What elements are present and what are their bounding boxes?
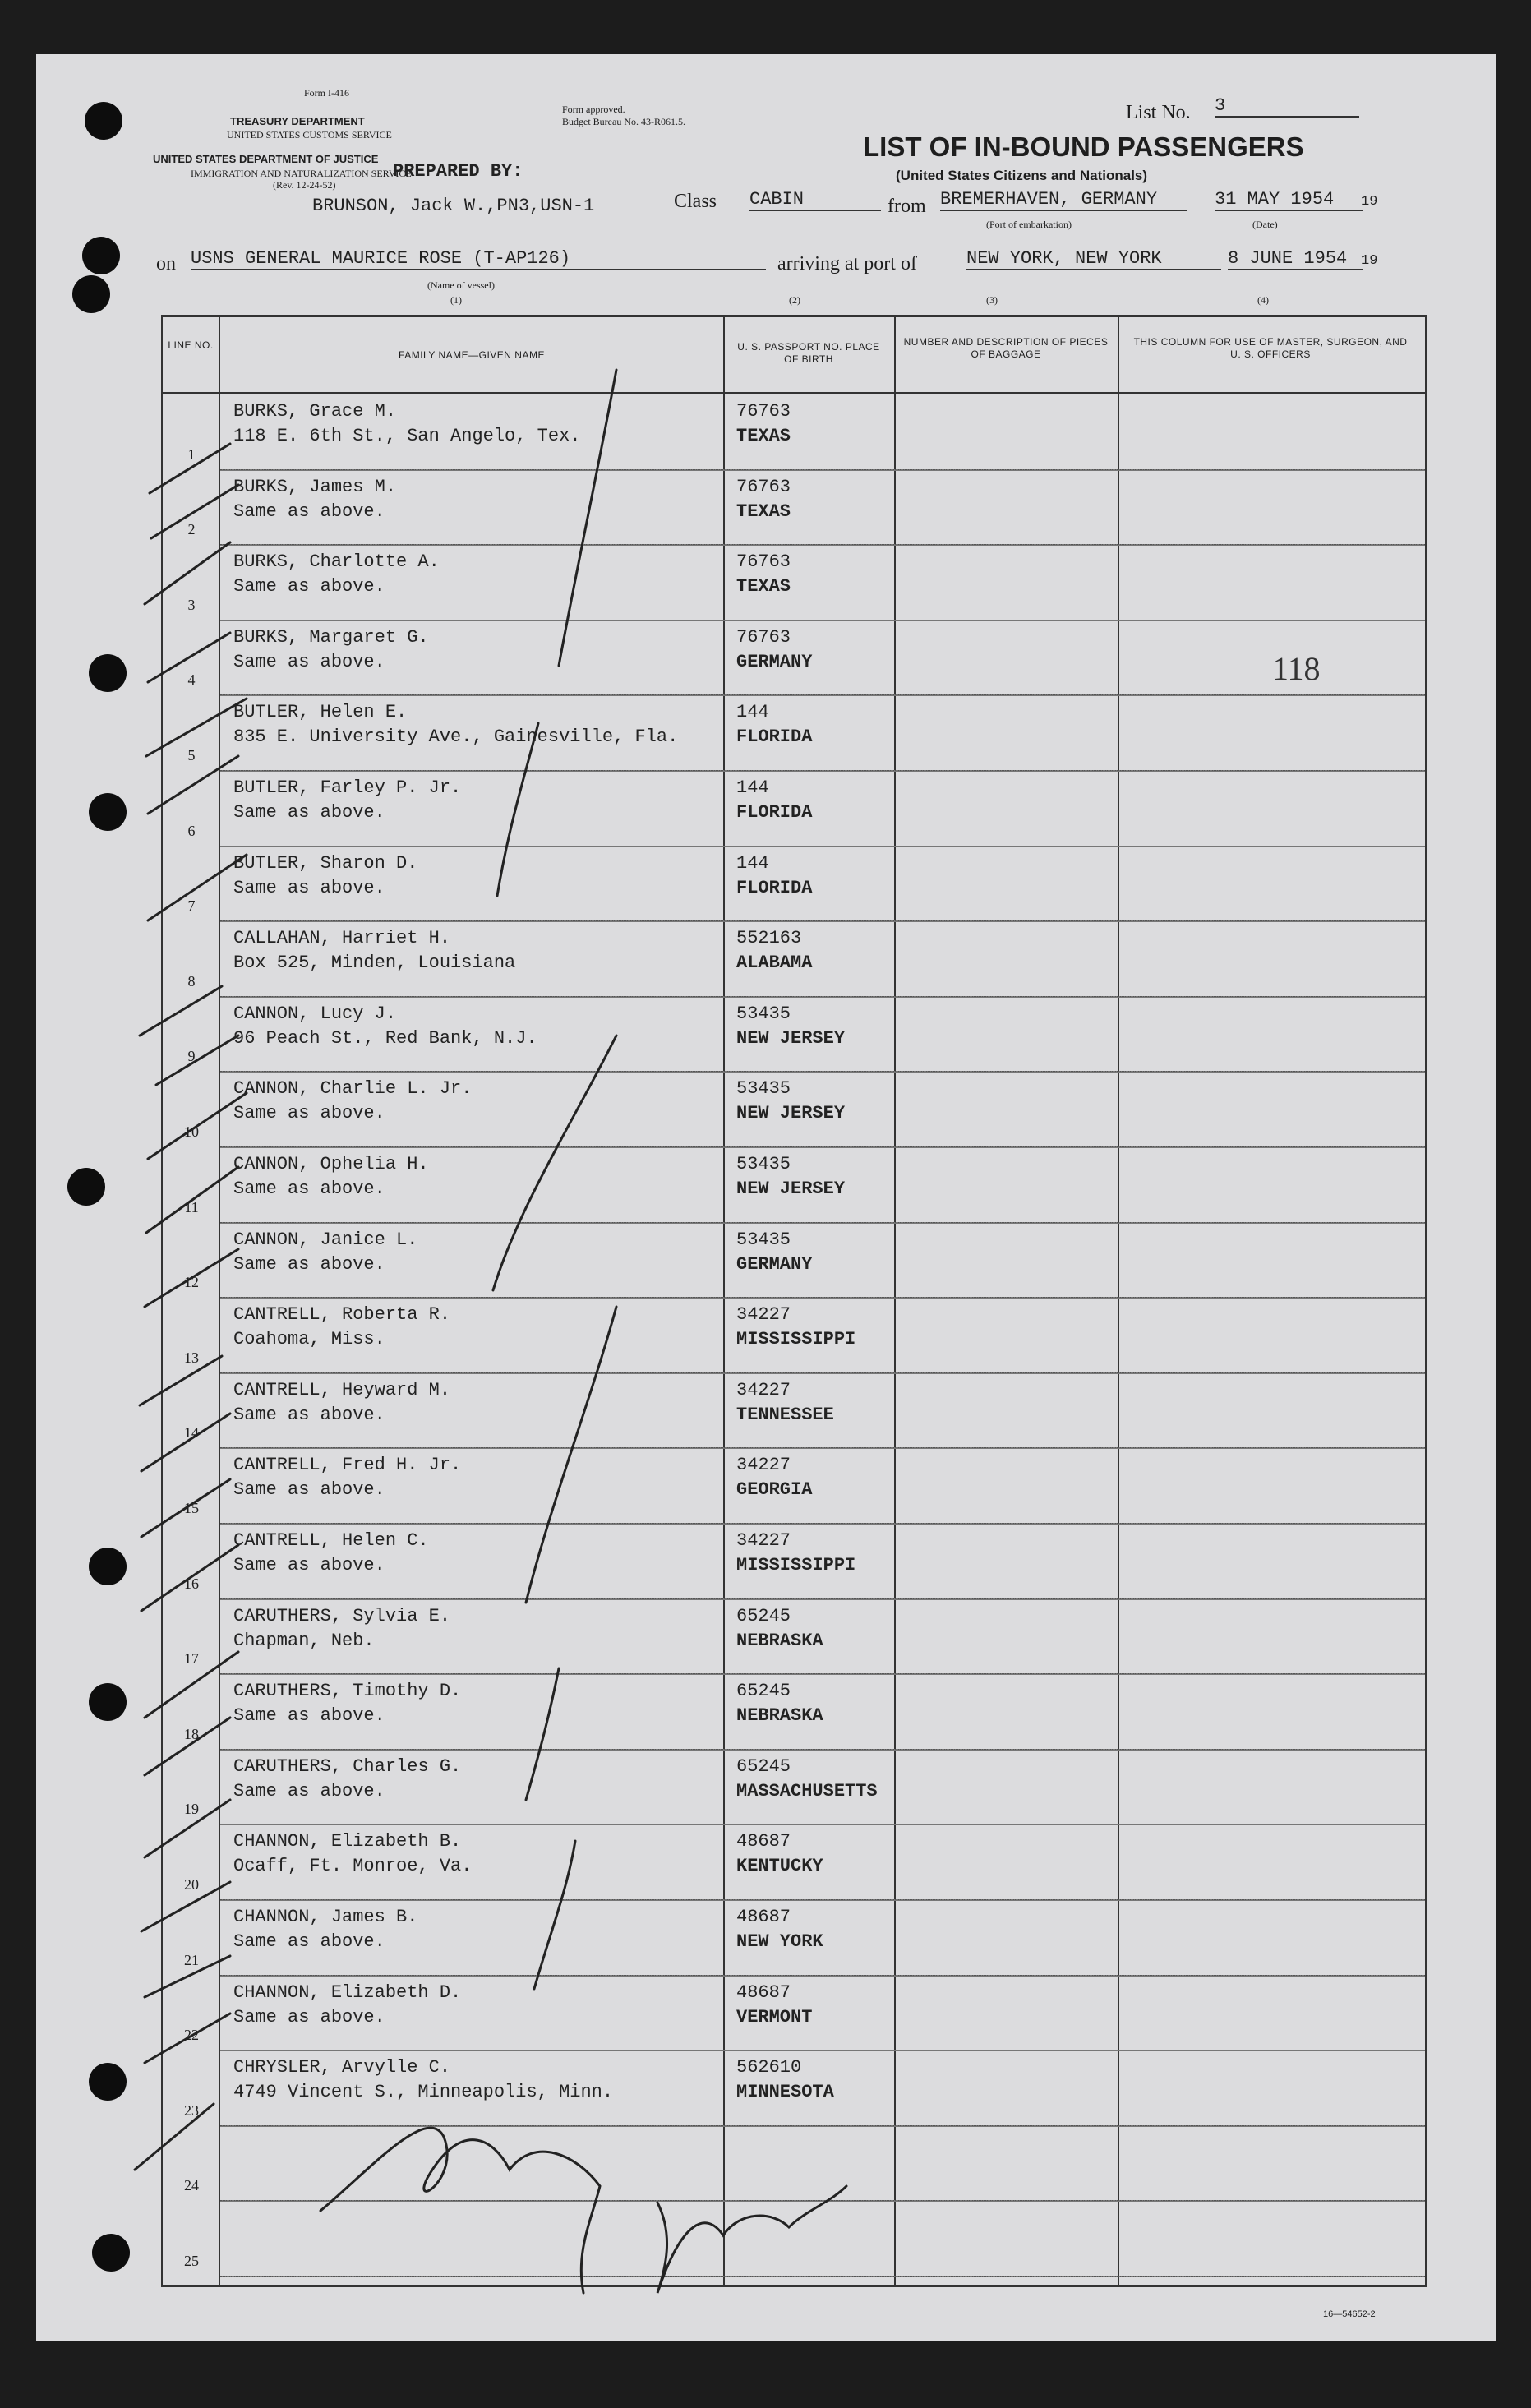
- list-no-label: List No.: [1126, 102, 1191, 123]
- place-of-birth: MISSISSIPPI: [736, 1329, 856, 1350]
- place-of-birth: GERMANY: [736, 1253, 813, 1275]
- place-of-birth: NEW JERSEY: [736, 1103, 846, 1124]
- passenger-address: Same as above.: [233, 877, 385, 898]
- passenger-name: CHANNON, Elizabeth D.: [233, 1981, 462, 2003]
- passenger-address: Box 525, Minden, Louisiana: [233, 953, 516, 974]
- port-embarkation-caption: (Port of embarkation): [986, 219, 1072, 230]
- officer-count: 118: [1272, 650, 1321, 687]
- passenger-name: BUTLER, Helen E.: [233, 702, 408, 723]
- passenger-name: CANTRELL, Roberta R.: [233, 1304, 451, 1326]
- place-of-birth: TEXAS: [736, 576, 791, 597]
- header-officers: THIS COLUMN FOR USE OF MASTER, SURGEON, AND U. S. OFFICERS: [1133, 336, 1408, 360]
- place-of-birth: NEW JERSEY: [736, 1027, 846, 1049]
- header-baggage: NUMBER AND DESCRIPTION OF PIECES OF BAGGAGE: [903, 336, 1109, 360]
- passport-number: 48687: [736, 1831, 791, 1852]
- passenger-address: Same as above.: [233, 1404, 385, 1425]
- passenger-name: CANTRELL, Helen C.: [233, 1530, 429, 1551]
- line-number: 20: [184, 1875, 199, 1893]
- line-number: 8: [187, 972, 196, 989]
- passport-number: 144: [736, 777, 769, 798]
- passenger-address: Same as above.: [233, 1931, 385, 1952]
- header-passport: U. S. PASSPORT NO. PLACE OF BIRTH: [737, 341, 880, 365]
- embark-date: 31 MAY 1954: [1215, 189, 1363, 211]
- line-number: 23: [184, 2101, 199, 2119]
- passport-number: 34227: [736, 1530, 791, 1551]
- passport-number: 48687: [736, 1981, 791, 2003]
- ins-service: IMMIGRATION AND NATURALIZATION SERVICE: [191, 168, 412, 179]
- treasury-dept: TREASURY DEPARTMENT: [230, 115, 365, 127]
- place-of-birth: MISSISSIPPI: [736, 1555, 856, 1575]
- passport-number: 34227: [736, 1304, 791, 1326]
- passenger-name: CHANNON, Elizabeth B.: [233, 1831, 462, 1852]
- line-number: 11: [184, 1198, 199, 1216]
- line-number: 7: [187, 897, 196, 915]
- line-number: 18: [184, 1725, 199, 1742]
- passenger-address: Same as above.: [233, 1705, 385, 1727]
- header-line-no: LINE NO.: [168, 339, 214, 351]
- budget-bureau: Budget Bureau No. 43-R061.5.: [562, 116, 685, 127]
- passport-number: 144: [736, 702, 769, 723]
- col1-index: (1): [450, 294, 462, 306]
- passenger-address: Same as above.: [233, 802, 385, 823]
- passenger-address: Same as above.: [233, 1555, 385, 1575]
- place-of-birth: KENTUCKY: [736, 1856, 823, 1877]
- passport-number: 34227: [736, 1379, 791, 1400]
- passport-number: 53435: [736, 1229, 791, 1250]
- passport-number: 65245: [736, 1605, 791, 1626]
- passenger-address: 118 E. 6th St., San Angelo, Tex.: [233, 426, 581, 446]
- passenger-address: Same as above.: [233, 501, 385, 522]
- passport-number: 76763: [736, 476, 791, 497]
- passenger-name: CANTRELL, Heyward M.: [233, 1379, 451, 1400]
- vessel-caption: (Name of vessel): [427, 279, 495, 291]
- line-number: 9: [187, 1048, 196, 1065]
- line-number: 25: [184, 2252, 199, 2269]
- place-of-birth: NEBRASKA: [736, 1705, 823, 1727]
- page-title: LIST OF IN-BOUND PASSENGERS: [863, 131, 1304, 162]
- col2-index: (2): [789, 294, 800, 306]
- place-of-birth: TENNESSEE: [736, 1404, 834, 1425]
- passport-number: 65245: [736, 1681, 791, 1702]
- passenger-name: BURKS, Grace M.: [233, 401, 397, 422]
- passport-number: 144: [736, 852, 769, 874]
- line-number: 24: [184, 2177, 199, 2194]
- place-of-birth: MASSACHUSETTS: [736, 1780, 878, 1801]
- passport-number: 34227: [736, 1455, 791, 1476]
- arrival-port: NEW YORK, NEW YORK: [966, 248, 1221, 270]
- line-number: 16: [184, 1575, 199, 1592]
- date-caption: (Date): [1252, 219, 1278, 230]
- arrival-date: 8 JUNE 1954: [1228, 248, 1363, 270]
- line-number: 4: [187, 671, 196, 689]
- line-number: 10: [184, 1123, 199, 1140]
- place-of-birth: TEXAS: [736, 501, 791, 522]
- passenger-name: CARUTHERS, Charles G.: [233, 1755, 462, 1777]
- passenger-address: 835 E. University Ave., Gainesville, Fla.: [233, 727, 679, 748]
- passenger-name: CANNON, Lucy J.: [233, 1003, 397, 1024]
- passenger-address: Same as above.: [233, 1179, 385, 1199]
- place-of-birth: MINNESOTA: [736, 2082, 834, 2103]
- passport-number: 48687: [736, 1907, 791, 1927]
- passport-number: 53435: [736, 1154, 791, 1174]
- line-number: 2: [187, 521, 196, 538]
- prepared-by: BRUNSON, Jack W.,PN3,USN-1: [312, 196, 595, 216]
- passenger-address: Same as above.: [233, 1103, 385, 1124]
- col3-index: (3): [986, 294, 998, 306]
- line-number: 3: [187, 596, 196, 613]
- arrival-date-suffix: 19: [1361, 253, 1378, 269]
- passport-number: 65245: [736, 1755, 791, 1777]
- line-number: 1: [187, 445, 196, 463]
- place-of-birth: FLORIDA: [736, 877, 813, 898]
- prepared-by-label: PREPARED BY:: [393, 161, 523, 182]
- passenger-name: CANTRELL, Fred H. Jr.: [233, 1455, 462, 1476]
- form-number: Form I-416: [304, 87, 349, 99]
- passenger-name: BURKS, Margaret G.: [233, 626, 429, 648]
- passenger-name: CARUTHERS, Timothy D.: [233, 1681, 462, 1702]
- on-label: on: [156, 253, 176, 274]
- passenger-address: Same as above.: [233, 2006, 385, 2027]
- line-number: 15: [184, 1499, 199, 1516]
- form-footer-number: 16—54652-2: [1323, 2309, 1376, 2319]
- embark-date-suffix: 19: [1361, 194, 1378, 210]
- line-number: 6: [187, 822, 196, 839]
- passenger-name: CHANNON, James B.: [233, 1907, 418, 1927]
- line-number: 17: [184, 1650, 199, 1668]
- passenger-name: CALLAHAN, Harriet H.: [233, 928, 451, 949]
- class-value: CABIN: [749, 189, 881, 211]
- arriving-label: arriving at port of: [777, 253, 917, 274]
- passport-number: 53435: [736, 1078, 791, 1100]
- passenger-address: Ocaff, Ft. Monroe, Va.: [233, 1856, 473, 1877]
- col4-index: (4): [1257, 294, 1269, 306]
- place-of-birth: NEW YORK: [736, 1931, 823, 1952]
- from-label: from: [888, 196, 926, 217]
- vessel-name: USNS GENERAL MAURICE ROSE (T-AP126): [191, 248, 766, 270]
- justice-dept: UNITED STATES DEPARTMENT OF JUSTICE: [153, 153, 379, 165]
- passport-number: 76763: [736, 401, 791, 422]
- passenger-name: BURKS, James M.: [233, 476, 397, 497]
- line-number: 13: [184, 1349, 199, 1366]
- line-number: 19: [184, 1801, 199, 1818]
- passenger-address: Same as above.: [233, 576, 385, 597]
- passenger-address: 4749 Vincent S., Minneapolis, Minn.: [233, 2082, 614, 2103]
- line-number: 5: [187, 746, 196, 763]
- passenger-name: CARUTHERS, Sylvia E.: [233, 1605, 451, 1626]
- passenger-address: Same as above.: [233, 1780, 385, 1801]
- port-embarkation: BREMERHAVEN, GERMANY: [940, 189, 1187, 211]
- passenger-name: CHRYSLER, Arvylle C.: [233, 2057, 451, 2078]
- revision: (Rev. 12-24-52): [273, 179, 336, 191]
- place-of-birth: GERMANY: [736, 651, 813, 672]
- passenger-address: Coahoma, Miss.: [233, 1329, 385, 1350]
- line-number: 22: [184, 2027, 199, 2044]
- header-name: FAMILY NAME—GIVEN NAME: [399, 349, 545, 361]
- place-of-birth: FLORIDA: [736, 802, 813, 823]
- passenger-name: BURKS, Charlotte A.: [233, 551, 440, 573]
- passenger-name: BUTLER, Sharon D.: [233, 852, 418, 874]
- passport-number: 53435: [736, 1003, 791, 1024]
- line-number: 21: [184, 1951, 199, 1968]
- class-label: Class: [674, 191, 717, 212]
- passenger-name: CANNON, Janice L.: [233, 1229, 418, 1250]
- place-of-birth: FLORIDA: [736, 727, 813, 748]
- passenger-address: Chapman, Neb.: [233, 1630, 375, 1651]
- line-number: 14: [184, 1424, 199, 1442]
- form-approved: Form approved.: [562, 104, 625, 115]
- passenger-address: 96 Peach St., Red Bank, N.J.: [233, 1027, 537, 1049]
- place-of-birth: ALABAMA: [736, 953, 813, 974]
- passport-number: 76763: [736, 626, 791, 648]
- place-of-birth: GEORGIA: [736, 1479, 813, 1501]
- passenger-name: CANNON, Charlie L. Jr.: [233, 1078, 473, 1100]
- page-subtitle: (United States Citizens and Nationals): [896, 168, 1148, 183]
- place-of-birth: NEW JERSEY: [736, 1179, 846, 1199]
- passenger-address: Same as above.: [233, 1253, 385, 1275]
- line-number: 12: [184, 1274, 199, 1291]
- passenger-address: Same as above.: [233, 651, 385, 672]
- passport-number: 562610: [736, 2057, 802, 2078]
- place-of-birth: TEXAS: [736, 426, 791, 446]
- passenger-name: BUTLER, Farley P. Jr.: [233, 777, 462, 798]
- passport-number: 552163: [736, 928, 802, 949]
- place-of-birth: NEBRASKA: [736, 1630, 823, 1651]
- list-no: 3: [1215, 95, 1359, 118]
- passport-number: 76763: [736, 551, 791, 573]
- passenger-address: Same as above.: [233, 1479, 385, 1501]
- passenger-name: CANNON, Ophelia H.: [233, 1154, 429, 1174]
- place-of-birth: VERMONT: [736, 2006, 813, 2027]
- customs-service: UNITED STATES CUSTOMS SERVICE: [227, 129, 392, 141]
